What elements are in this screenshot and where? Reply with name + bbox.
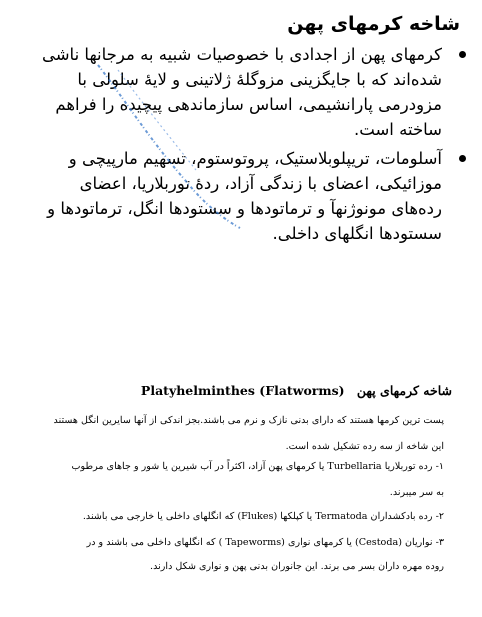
- bullet-dot-icon: [459, 155, 466, 162]
- bullet-item: [28, 42, 468, 142]
- document-line: ۱- رده توربلاریا Turbellaria یا کرمهای پهن آزاد، اکثراً در آب شیرین یا شور و جاهای مرطوب: [71, 461, 444, 472]
- bullet-text: آسلومات، تریپلوبلاستیک، پروتوستوم، تسهیم مارپیچی و موزائیکی، اعضای با زندگی آزاد، ردهٔ توربلاریا، اعضای رده‌های مونوژنهآ و ترماتودها و سستودها انگل، ترماتودها و سستودها انگلهای داخلی.: [47, 149, 442, 243]
- document-title-paren: (Flatworms): [259, 383, 345, 398]
- bullet-dot-icon: [459, 51, 466, 58]
- document-line: این شاخه از سه رده تشکیل شده است.: [285, 441, 444, 452]
- bullet-list: [28, 42, 468, 250]
- document-title-fa: شاخه کرمهای پهن: [356, 383, 452, 398]
- document-line: روده مهره داران بسر می برند. این جانوران بدنی پهن و نواری شکل دارند.: [150, 561, 444, 572]
- document-title: [127, 382, 452, 400]
- document-line: پست ترین کرمها هستند که دارای بدنی نازک و نرم می باشند.بجز اندکی از آنها سایرین انگل هستند: [53, 415, 444, 426]
- bullet-item: [28, 146, 468, 246]
- slide-section: [0, 0, 482, 290]
- document-title-en: Platyhelminthes: [140, 383, 255, 398]
- slide-title: شاخه کرمهای پهن: [287, 13, 460, 35]
- document-line: ۲- رده بادکشداران Termatoda یا کپلکها (Flukes) که انگلهای داخلی یا خارجی می باشند.: [82, 511, 444, 522]
- bullet-text: کرمهای پهن از اجدادی با خصوصیات شبیه به مرجانها ناشی شده‌اند که با جایگزینی مزوگلهٔ ژلاتینی و لایهٔ سلولی با مزودرمی پارانشیمی، اساس سازماندهی پیچیده را فراهم ساخته است.: [41, 45, 442, 139]
- document-line: ۳- نواریان (Cestoda) یا کرمهای نواری (Tapeworms ) که انگلهای داخلی می باشند و در: [86, 537, 444, 548]
- document-line: به سر میبرند.: [389, 487, 444, 498]
